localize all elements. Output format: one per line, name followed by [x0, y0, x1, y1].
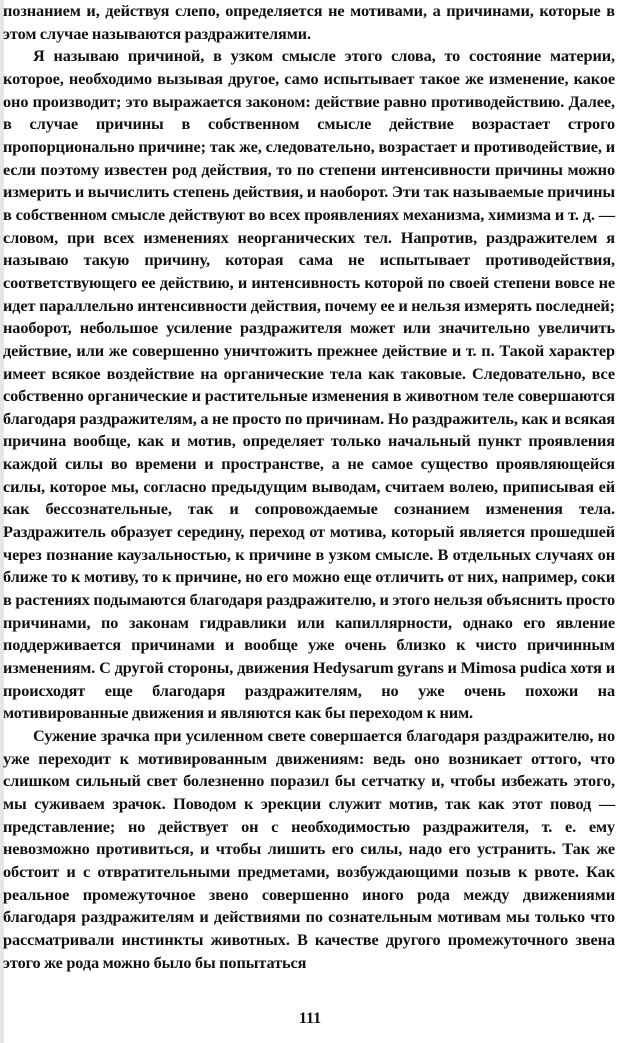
- paragraph-continuation: познанием и, действуя слепо, определяется не мотивами, а причинами, которые в этом случае называются раздражителями.: [3, 1, 615, 43]
- body-text: [3, 0, 615, 974]
- paragraph-pupil-contraction: Сужение зрачка при усиленном свете совершается благодаря раздражителю, но уже переходит к мотивированным движениям: ведь оно возникает оттого, что слишком сильный свет болезненно поразил бы сетчатку и, чтобы избежать этого, мы суживаем зрачок. Поводом к эрекции служит мотив, так как этот повод — представление; но действует он с необходимостью раздражителя, т. е. ему невозможно противиться, и чтобы лишить его силы, надо его устранить. Так же обстоит и с отвратительными предметами, возбуждающими позыв к рвоте. Как реальное промежуточное звено совершенно иного рода между движениями благодаря раздражителям и действиями по сознательным мотивам мы только что рассматривали инстинкты животных. В качестве другого промежуточного звена этого же рода можно было бы попытаться: [3, 726, 615, 972]
- page-number: 111: [298, 1010, 322, 1027]
- paragraph-cause-and-stimulus: Я называю причиной, в узком смысле этого слова, то состояние материи, которое, необходимо вызывая другое, само испытывает такое же изменение, какое оно производит; это выражается законом: действие равно противодействию. Далее, в случае причины в собственном смысле действие возрастает строго пропорционально причине; так же, следовательно, возрастает и противодействие, и если поэтому известен род действия, то по степени интенсивности причины можно измерить и вычислить степень действия, и наоборот. Эти так называемые причины в собственном смысле действуют во всех проявлениях механизма, химизма и т. д. — словом, при всех изменениях неорганических тел. Напротив, раздражителем я называю такую причину, которая сама не испытывает противодействия, соответствующего ее действию, и интенсивность которой по своей степени вовсе не идет параллельно интенсивности действия, почему ее и нельзя измерять последней; наоборот, небольшое усиление раздражителя может или значительно увеличить действие, или же совершенно уничтожить прежнее действие и т. п. Такой характер имеет всякое воздействие на органические тела как таковые. Следовательно, все собственно органические и растительные изменения в животном теле совершаются благодаря раздражителям, а не просто по причинам. Но раздражитель, как и всякая причина вообще, как и мотив, определяет только начальный пункт проявления каждой силы во времени и пространстве, а не самое существо проявляющейся силы, которое мы, согласно предыдущим выводам, считаем волею, приписывая ей как бессознательные, так и сопровождаемые сознанием изменения тела. Раздражитель образует середину, переход от мотива, который является прошедшей через познание каузальностью, к причине в узком смысле. В отдельных случаях он ближе то к мотиву, то к причине, но его можно еще отличить от них, например, соки в растениях подымаются благодаря раздражителю, и этого нельзя объяснить просто причинами, по законам гидравлики или капиллярности, однако его явление поддерживается причинами и вообще уже очень близко к чисто причинным изменениям. С другой стороны, движения Hedysarum gyrans и Mimosa pudica хотя и происходят еще благодаря раздражителям, но уже очень похожи на мотивированные движения и являются как бы переходом к ним.: [3, 46, 615, 723]
